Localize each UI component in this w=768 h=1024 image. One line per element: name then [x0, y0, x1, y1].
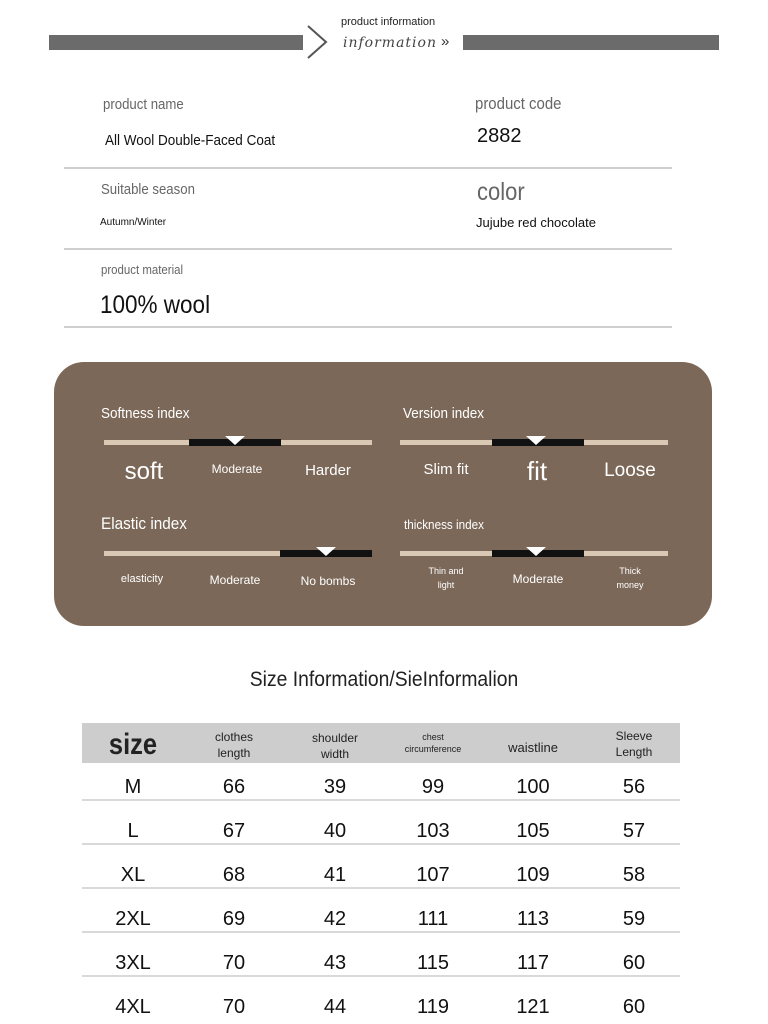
color-value: Jujube red chocolate: [476, 215, 596, 230]
softness-index-label: Softness index: [101, 405, 190, 422]
cell-shoulder-width: 44: [323, 996, 347, 1018]
cell-chest: 111: [417, 908, 449, 930]
version-index-label: Version index: [403, 405, 485, 422]
divider: [64, 248, 672, 250]
cell-chest: 99: [421, 776, 445, 798]
header-bar-left: [49, 35, 303, 50]
header-bar-right: [463, 35, 719, 50]
product-name-value: All Wool Double-Faced Coat: [105, 132, 276, 149]
cell-sleeve-length: 60: [622, 996, 646, 1018]
cell-shoulder-width: 39: [323, 776, 347, 798]
cell-waistline: 105: [516, 820, 550, 842]
double-chevron-icon: »: [441, 33, 450, 50]
cell-chest: 115: [417, 952, 449, 974]
cell-waistline: 117: [517, 952, 549, 974]
version-option: Loose: [604, 460, 656, 481]
version-option: Slim fit: [423, 461, 469, 478]
cell-sleeve-length: 56: [622, 776, 646, 798]
header-shoulder-width: shoulder width: [311, 731, 359, 762]
product-name-label: product name: [103, 96, 184, 113]
cell-size: 2XL: [115, 908, 151, 930]
cell-clothes-length: 67: [222, 820, 246, 842]
elastic-index-label: Elastic index: [101, 514, 187, 533]
product-code-label: product code: [475, 94, 562, 113]
thickness-option: Thin and light: [428, 566, 464, 590]
season-label: Suitable season: [101, 181, 195, 198]
season-value: Autumn/Winter: [100, 217, 167, 228]
cell-chest: 119: [417, 996, 449, 1018]
cell-sleeve-length: 58: [622, 864, 646, 886]
softness-track: [104, 440, 372, 445]
cell-waistline: 113: [517, 908, 549, 930]
chevron-right-icon: [306, 24, 330, 60]
cell-clothes-length: 66: [222, 776, 246, 798]
elastic-track: [104, 551, 372, 556]
row-divider: [82, 931, 680, 933]
cell-waistline: 100: [516, 776, 550, 798]
header-subtitle: information: [343, 35, 437, 51]
cell-clothes-length: 69: [222, 908, 246, 930]
material-label: product material: [101, 262, 184, 277]
thickness-marker: [526, 547, 546, 556]
cell-size: XL: [120, 864, 146, 886]
material-value: 100% wool: [100, 291, 211, 319]
cell-sleeve-length: 59: [622, 908, 646, 930]
cell-shoulder-width: 41: [323, 864, 347, 886]
cell-waistline: 109: [516, 864, 550, 886]
cell-clothes-length: 70: [222, 952, 246, 974]
color-label: color: [477, 178, 525, 206]
cell-shoulder-width: 40: [323, 820, 347, 842]
cell-sleeve-length: 60: [622, 952, 646, 974]
thickness-track: [400, 551, 668, 556]
row-divider: [82, 843, 680, 845]
divider: [64, 167, 672, 169]
softness-option: soft: [124, 458, 164, 485]
cell-clothes-length: 70: [222, 996, 246, 1018]
size-table-title: Size Information/SieInformalion: [249, 668, 519, 691]
cell-size: 4XL: [115, 996, 151, 1018]
elastic-option: No bombs: [300, 574, 356, 588]
header-waistline: waistline: [508, 740, 558, 755]
thickness-option: Moderate: [512, 572, 564, 586]
thickness-index-label: thickness index: [404, 517, 485, 532]
cell-chest: 103: [416, 820, 450, 842]
version-track: [400, 440, 668, 445]
version-marker: [526, 436, 546, 445]
cell-size: 3XL: [115, 952, 151, 974]
softness-marker: [225, 436, 245, 445]
row-divider: [82, 887, 680, 889]
header-title: product information: [341, 16, 436, 28]
header-clothes-length: clothes length: [214, 730, 254, 761]
cell-shoulder-width: 43: [323, 952, 347, 974]
product-code-value: 2882: [477, 125, 522, 147]
version-option: fit: [526, 456, 548, 486]
elastic-option: Moderate: [209, 573, 261, 587]
header-chest-circumference: chest circumference: [404, 732, 462, 755]
elastic-option: elasticity: [120, 573, 164, 585]
row-divider: [82, 799, 680, 801]
cell-sleeve-length: 57: [622, 820, 646, 842]
cell-size: M: [124, 776, 142, 798]
size-table-header: [82, 723, 680, 763]
thickness-option: Thick money: [616, 566, 644, 590]
cell-waistline: 121: [516, 996, 550, 1018]
cell-clothes-length: 68: [222, 864, 246, 886]
cell-shoulder-width: 42: [323, 908, 347, 930]
header-sleeve-length: Sleeve Length: [615, 729, 653, 760]
elastic-marker: [316, 547, 336, 556]
softness-option: Moderate: [211, 462, 263, 476]
divider: [64, 326, 672, 328]
header-size: size: [108, 728, 158, 761]
row-divider: [82, 975, 680, 977]
cell-chest: 107: [416, 864, 450, 886]
cell-size: L: [127, 820, 139, 842]
softness-option: Harder: [305, 462, 351, 479]
